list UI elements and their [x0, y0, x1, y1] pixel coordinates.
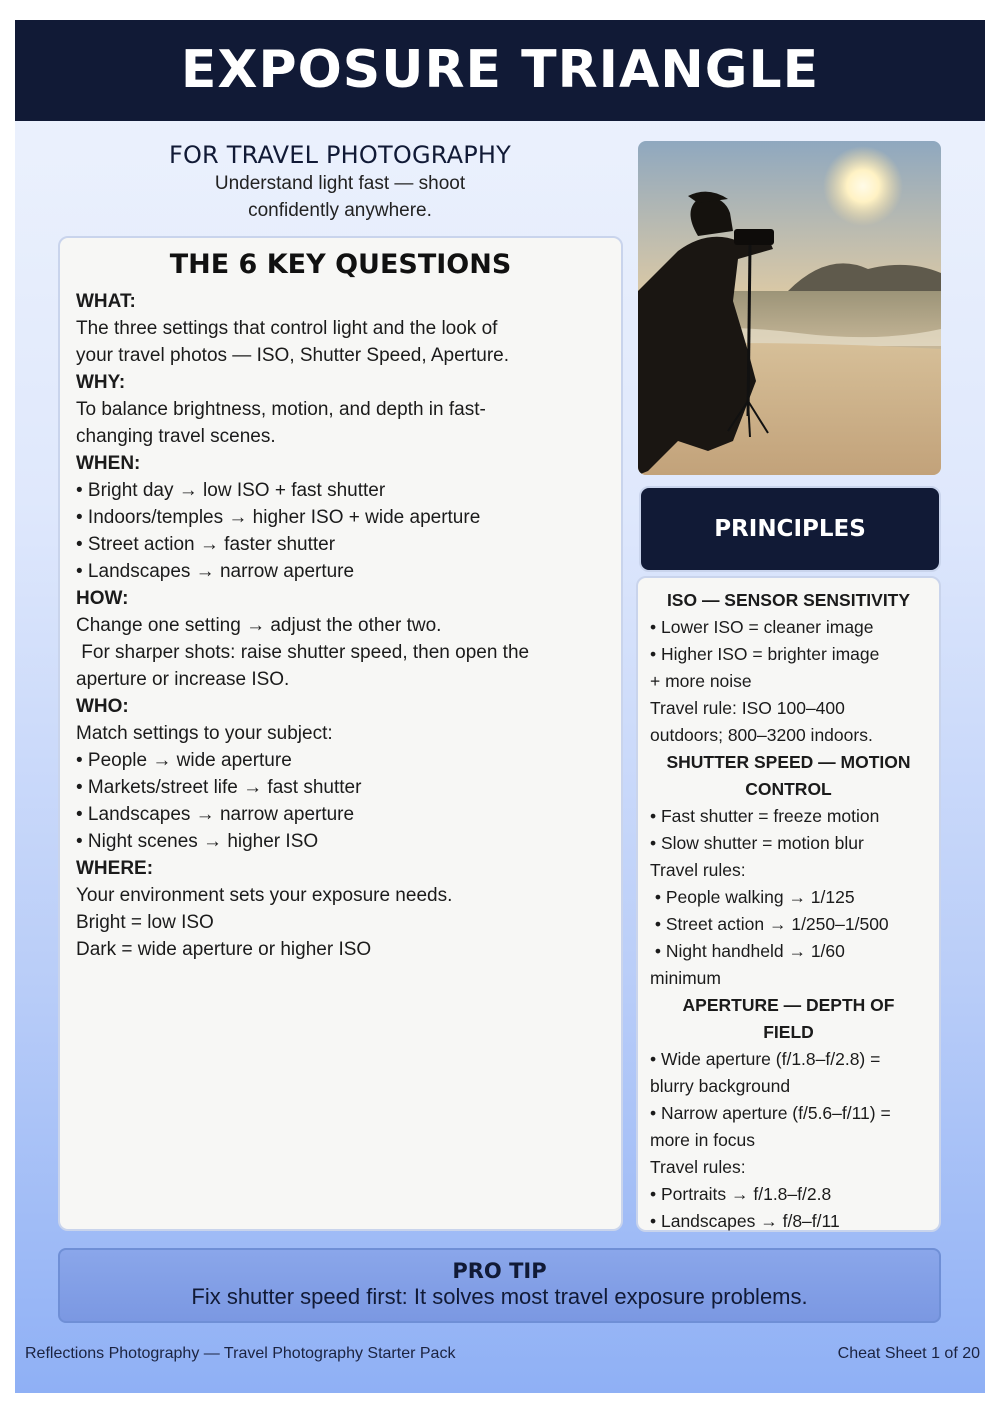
question-text: • Bright day → low ISO + fast shutter [76, 480, 386, 501]
question-text: Your environment sets your exposure needs. [76, 885, 453, 906]
question-text: changing travel scenes. [76, 426, 276, 447]
principle-text: more in focus [650, 1130, 756, 1150]
principle-heading: CONTROL [745, 779, 832, 799]
question-label: HOW: [76, 588, 129, 609]
key-questions-list [76, 288, 605, 963]
footer-brand: Reflections Photography — Travel Photography Starter Pack [25, 1345, 456, 1362]
photo-illustration [638, 141, 941, 475]
title-banner [15, 20, 985, 121]
subtitle-tagline-2: confidently anywhere. [248, 200, 432, 221]
question-text: aperture or increase ISO. [76, 669, 290, 690]
question-text: • Indoors/temples → higher ISO + wide aperture [76, 507, 481, 528]
question-text: Change one setting → adjust the other two. [76, 615, 442, 636]
principles-button[interactable] [639, 486, 941, 572]
question-text: • Markets/street life → fast shutter [76, 777, 362, 798]
page-title: EXPOSURE TRIANGLE [180, 40, 820, 100]
principles-card [636, 576, 941, 1232]
principle-text: outdoors; 800–3200 indoors. [650, 725, 873, 745]
principles-button-label: PRINCIPLES [714, 516, 866, 542]
question-text: • People → wide aperture [76, 750, 292, 771]
question-label: WHO: [76, 696, 129, 717]
subtitle-block [85, 140, 595, 224]
principle-text: • Higher ISO = brighter image [650, 644, 880, 664]
principle-text: • People walking → 1/125 [650, 887, 855, 907]
principle-text: Travel rules: [650, 860, 746, 880]
question-text: Bright = low ISO [76, 912, 214, 933]
principle-text: blurry background [650, 1076, 791, 1096]
question-text: your travel photos — ISO, Shutter Speed, Aperture. [76, 345, 510, 366]
question-text: • Night scenes → higher ISO [76, 831, 319, 852]
question-label: WHAT: [76, 291, 136, 312]
question-text: The three settings that control light and the look of [76, 318, 498, 339]
key-questions-heading: THE 6 KEY QUESTIONS [169, 249, 512, 280]
principles-list [650, 587, 927, 1235]
principle-heading: APERTURE — DEPTH OF [682, 995, 895, 1015]
principle-text: Travel rules: [650, 1157, 746, 1177]
subtitle-tagline-1: Understand light fast — shoot [214, 173, 466, 194]
question-text: Dark = wide aperture or higher ISO [76, 939, 372, 960]
principle-text: • Night handheld → 1/60 [650, 941, 845, 961]
question-label: WHEN: [76, 453, 141, 474]
question-text: • Landscapes → narrow aperture [76, 804, 355, 825]
principle-heading: SHUTTER SPEED — MOTION [666, 752, 911, 772]
photographer-sunset-photo [638, 141, 941, 475]
principle-text: • Slow shutter = motion blur [650, 833, 864, 853]
footer-page-count: Cheat Sheet 1 of 20 [837, 1345, 980, 1362]
principle-heading: FIELD [763, 1022, 814, 1042]
pro-tip-heading: PRO TIP [452, 1259, 547, 1283]
subtitle-heading: FOR TRAVEL PHOTOGRAPHY [168, 141, 512, 169]
principle-text: minimum [650, 968, 721, 988]
cheat-sheet [15, 20, 985, 1393]
question-text: To balance brightness, motion, and depth in fast- [76, 399, 486, 420]
principle-text: + more noise [650, 671, 752, 691]
principle-heading: ISO — SENSOR SENSITIVITY [666, 590, 911, 610]
principle-text: • Street action → 1/250–1/500 [650, 914, 889, 934]
question-text: • Street action → faster shutter [76, 534, 336, 555]
question-text: For sharper shots: raise shutter speed, then open the [76, 642, 530, 663]
principle-text: • Landscapes → f/8–f/11 [650, 1211, 840, 1231]
question-label: WHERE: [76, 858, 154, 879]
question-label: WHY: [76, 372, 126, 393]
principle-text: • Wide aperture (f/1.8–f/2.8) = [650, 1049, 881, 1069]
principle-text: Travel rule: ISO 100–400 [650, 698, 845, 718]
key-questions-card [58, 236, 623, 1231]
question-text: Match settings to your subject: [76, 723, 333, 744]
pro-tip-box [58, 1248, 941, 1323]
principle-text: • Lower ISO = cleaner image [650, 617, 874, 637]
question-text: • Landscapes → narrow aperture [76, 561, 355, 582]
principle-text: • Fast shutter = freeze motion [650, 806, 880, 826]
principle-text: • Narrow aperture (f/5.6–f/11) = [650, 1103, 891, 1123]
pro-tip-text: Fix shutter speed first: It solves most travel exposure problems. [191, 1284, 808, 1309]
principle-text: • Portraits → f/1.8–f/2.8 [650, 1184, 832, 1204]
